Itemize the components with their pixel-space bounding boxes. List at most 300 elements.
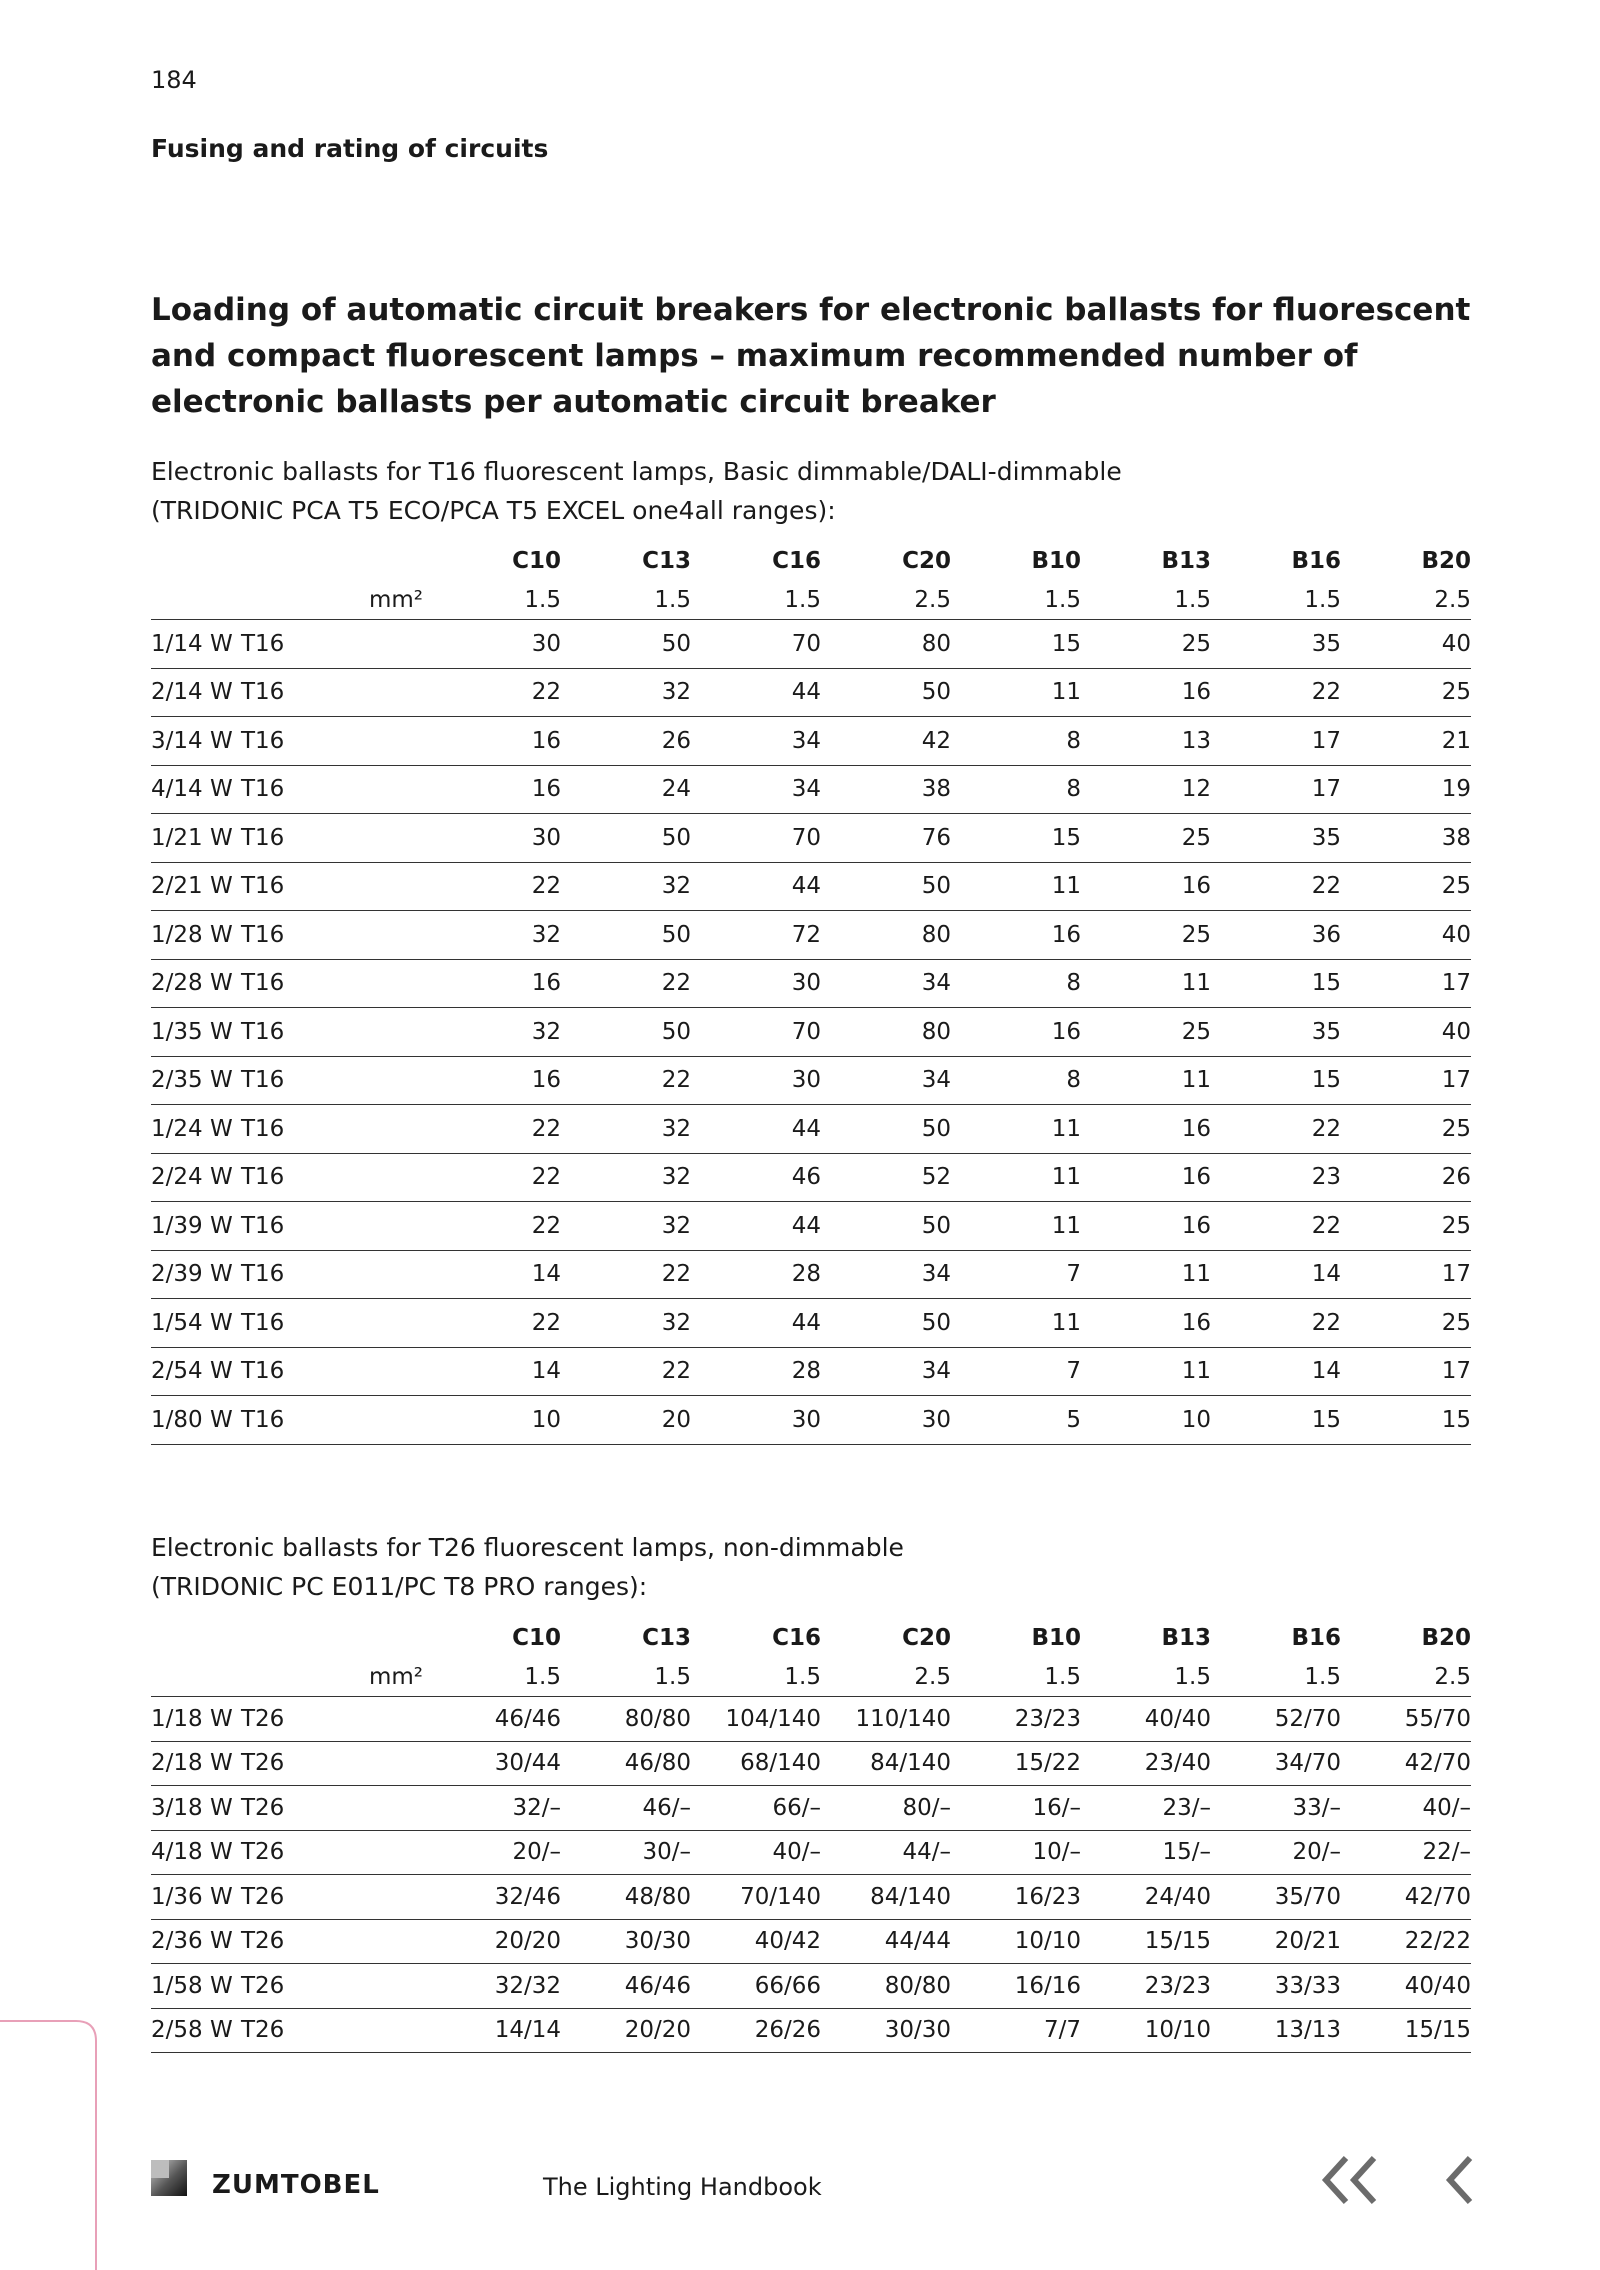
table-cell: 44	[691, 668, 821, 717]
table-cell: 42	[821, 717, 951, 766]
table-cell: 34	[821, 1347, 951, 1396]
table-cell: 50	[821, 862, 951, 911]
table-cell: 80	[821, 911, 951, 960]
table-cell: 52/70	[1211, 1697, 1341, 1742]
column-header: B10	[1031, 547, 1081, 574]
table-row	[151, 1964, 1471, 2009]
table-row	[151, 1299, 1471, 1348]
table-cell: 22/–	[1341, 1830, 1471, 1875]
table-cell: 14	[1211, 1347, 1341, 1396]
lamp-label-cell	[151, 1697, 431, 1742]
table-row	[151, 1786, 1471, 1831]
table-cell: 70	[691, 814, 821, 863]
table-cell: 30	[691, 959, 821, 1008]
lamp-label-cell	[151, 620, 431, 669]
table-cell: 22/22	[1341, 1919, 1471, 1964]
table-row	[151, 1830, 1471, 1875]
table-header-row	[151, 541, 1471, 580]
breaker-table-t16	[151, 541, 1471, 1445]
page-number: 184	[151, 66, 197, 94]
table-cell: 14	[431, 1347, 561, 1396]
table-cell: 50	[561, 814, 691, 863]
lamp-wattage: 2/36 W	[151, 1928, 233, 1955]
table-cell: 19	[1341, 765, 1471, 814]
table-cell: 34	[821, 1056, 951, 1105]
table-cell: 23/23	[1081, 1964, 1211, 2009]
zumtobel-logo-icon	[151, 2160, 187, 2196]
table-cell: 23/–	[1081, 1786, 1211, 1831]
table-cell: 32	[431, 911, 561, 960]
table-cell: 22	[561, 1347, 691, 1396]
table-cell: 25	[1081, 620, 1211, 669]
column-header: C10	[512, 1624, 561, 1651]
table-cell: 5	[951, 1396, 1081, 1445]
table-cell: 32	[561, 1202, 691, 1251]
cross-section-cell: 1.5	[951, 1657, 1081, 1697]
table-cell: 14/14	[431, 2008, 561, 2053]
table-cell: 17	[1211, 765, 1341, 814]
table-row	[151, 911, 1471, 960]
table-cell: 50	[561, 911, 691, 960]
table-cell: 55/70	[1341, 1697, 1471, 1742]
cross-section-cell: 1.5	[561, 580, 691, 620]
table-cell: 10/10	[1081, 2008, 1211, 2053]
table-cell: 22	[431, 1153, 561, 1202]
table-cell: 11	[951, 668, 1081, 717]
table-cell: 50	[821, 668, 951, 717]
table-cell: 8	[951, 717, 1081, 766]
lamp-label-cell	[151, 1741, 431, 1786]
table-cell: 80	[821, 1008, 951, 1057]
table-cell: 21	[1341, 717, 1471, 766]
table-cell: 30	[431, 814, 561, 863]
lamp-type: T16	[241, 1018, 285, 1045]
table-cell: 26	[1341, 1153, 1471, 1202]
cross-section-cell: 1.5	[1081, 1657, 1211, 1697]
table-cell: 84/140	[821, 1875, 951, 1920]
table-row	[151, 668, 1471, 717]
table-cell: 24/40	[1081, 1875, 1211, 1920]
table-row	[151, 1875, 1471, 1920]
lamp-label-cell	[151, 1347, 431, 1396]
table-cell: 11	[1081, 1250, 1211, 1299]
table-cell: 44/44	[821, 1919, 951, 1964]
column-header: B10	[1031, 1624, 1081, 1651]
lamp-label-cell	[151, 1396, 431, 1445]
table-cell: 20/20	[561, 2008, 691, 2053]
table-cell: 8	[951, 765, 1081, 814]
lamp-type: T16	[241, 1261, 285, 1288]
page-heading: Loading of automatic circuit breakers for electronic ballasts for fluorescent and compact fluorescent lamps – maximum recommended number of electronic ballasts per automatic circuit breaker	[151, 292, 1471, 420]
table-row	[151, 1697, 1471, 1742]
lamp-label-cell	[151, 959, 431, 1008]
table-cell: 42/70	[1341, 1741, 1471, 1786]
cross-section-cell: 2.5	[1341, 1657, 1471, 1697]
table-cell: 25	[1341, 1299, 1471, 1348]
table-cell: 32	[561, 1299, 691, 1348]
table-cell: 20	[561, 1396, 691, 1445]
table-cell: 46/46	[561, 1964, 691, 2009]
table-cell: 50	[821, 1202, 951, 1251]
table-cell: 22	[561, 1056, 691, 1105]
lamp-wattage: 2/14 W	[151, 679, 233, 706]
lamp-type: T16	[241, 679, 285, 706]
table-row	[151, 1008, 1471, 1057]
lamp-wattage: 2/39 W	[151, 1261, 233, 1288]
table-cell: 22	[1211, 1299, 1341, 1348]
table-cell: 35	[1211, 1008, 1341, 1057]
table-row	[151, 1396, 1471, 1445]
table-cell: 16	[1081, 1153, 1211, 1202]
table-cell: 23/23	[951, 1697, 1081, 1742]
lamp-wattage: 4/14 W	[151, 776, 233, 803]
table-row	[151, 717, 1471, 766]
cross-section-cell: 1.5	[691, 580, 821, 620]
double-chevron-left-icon[interactable]	[1318, 2152, 1380, 2208]
lamp-label-cell	[151, 1105, 431, 1154]
table-cell: 46	[691, 1153, 821, 1202]
table-row	[151, 862, 1471, 911]
table-cell: 15	[1341, 1396, 1471, 1445]
table-cell: 16	[431, 765, 561, 814]
table-cell: 40/40	[1081, 1697, 1211, 1742]
table-cell: 40/42	[691, 1919, 821, 1964]
lamp-wattage: 1/18 W	[151, 1705, 233, 1732]
table-cell: 22	[431, 1299, 561, 1348]
column-header: C20	[902, 1624, 951, 1651]
breaker-table-t26	[151, 1618, 1471, 2053]
table-cell: 70	[691, 620, 821, 669]
table-cell: 28	[691, 1347, 821, 1396]
lamp-type: T16	[241, 1212, 285, 1239]
table-cell: 70	[691, 1008, 821, 1057]
lamp-label-cell	[151, 911, 431, 960]
table-cell: 44	[691, 1299, 821, 1348]
table-cell: 30	[691, 1396, 821, 1445]
table-cell: 17	[1341, 1056, 1471, 1105]
table-cell: 25	[1341, 1105, 1471, 1154]
lamp-label-cell	[151, 1786, 431, 1831]
table-cell: 22	[431, 1202, 561, 1251]
table-cell: 32/46	[431, 1875, 561, 1920]
table-cell: 16	[951, 1008, 1081, 1057]
table-cell: 22	[431, 668, 561, 717]
lamp-type: T26	[241, 2017, 285, 2044]
table-row	[151, 1153, 1471, 1202]
cross-section-cell: 1.5	[1081, 580, 1211, 620]
lamp-label-cell	[151, 1250, 431, 1299]
table-cell: 23	[1211, 1153, 1341, 1202]
table-cell: 16	[1081, 862, 1211, 911]
table-cell: 16	[951, 911, 1081, 960]
table-cell: 22	[431, 862, 561, 911]
table-cell: 26/26	[691, 2008, 821, 2053]
table-cell: 22	[1211, 668, 1341, 717]
lamp-wattage: 1/36 W	[151, 1883, 233, 1910]
table-cell: 44	[691, 1105, 821, 1154]
table-cell: 34/70	[1211, 1741, 1341, 1786]
table-cell: 35/70	[1211, 1875, 1341, 1920]
table-cell: 30/30	[561, 1919, 691, 1964]
lamp-label-cell	[151, 1202, 431, 1251]
table-cell: 104/140	[691, 1697, 821, 1742]
table-cross-section-row	[151, 1657, 1471, 1697]
lamp-type: T16	[241, 1406, 285, 1433]
table-cell: 30	[691, 1056, 821, 1105]
table-cell: 23/40	[1081, 1741, 1211, 1786]
table-cell: 32	[561, 1105, 691, 1154]
cross-section-cell: 1.5	[431, 1657, 561, 1697]
lamp-type: T26	[241, 1839, 285, 1866]
table-row	[151, 814, 1471, 863]
table-cell: 25	[1081, 1008, 1211, 1057]
table-cell: 16/16	[951, 1964, 1081, 2009]
column-header: B16	[1291, 547, 1341, 574]
column-header: B20	[1421, 547, 1471, 574]
table-cell: 10	[1081, 1396, 1211, 1445]
cross-section-cell: 1.5	[1211, 580, 1341, 620]
table-cell: 17	[1341, 1347, 1471, 1396]
lamp-label-cell	[151, 1008, 431, 1057]
table-cell: 40/–	[691, 1830, 821, 1875]
table-cell: 30	[821, 1396, 951, 1445]
table-row	[151, 2008, 1471, 2053]
table-cell: 17	[1341, 1250, 1471, 1299]
table-cell: 32	[431, 1008, 561, 1057]
lamp-type: T26	[241, 1705, 285, 1732]
lamp-wattage: 3/14 W	[151, 727, 233, 754]
table-cell: 34	[691, 717, 821, 766]
lamp-wattage: 1/21 W	[151, 824, 233, 851]
table1-caption-line2: (TRIDONIC PCA T5 ECO/PCA T5 EXCEL one4all ranges):	[151, 496, 836, 525]
table-cell: 14	[1211, 1250, 1341, 1299]
column-header: C13	[642, 1624, 691, 1651]
table-cell: 40	[1341, 1008, 1471, 1057]
lamp-wattage: 2/28 W	[151, 970, 233, 997]
table-cell: 48/80	[561, 1875, 691, 1920]
table-cell: 34	[821, 959, 951, 1008]
table-row	[151, 620, 1471, 669]
table-cell: 84/140	[821, 1741, 951, 1786]
table-cell: 26	[561, 717, 691, 766]
lamp-label-cell	[151, 1919, 431, 1964]
table-cell: 32	[561, 1153, 691, 1202]
lamp-type: T16	[241, 1164, 285, 1191]
lamp-type: T16	[241, 970, 285, 997]
lamp-type: T16	[241, 776, 285, 803]
lamp-label-cell	[151, 1056, 431, 1105]
table-cell: 16	[431, 717, 561, 766]
table-row	[151, 1347, 1471, 1396]
table-cell: 68/140	[691, 1741, 821, 1786]
table-cell: 11	[951, 1153, 1081, 1202]
table-cell: 44	[691, 1202, 821, 1251]
chevron-left-icon[interactable]	[1440, 2152, 1476, 2208]
table-row	[151, 1056, 1471, 1105]
table-cell: 46/–	[561, 1786, 691, 1831]
table-cell: 22	[1211, 1105, 1341, 1154]
table-cell: 17	[1341, 959, 1471, 1008]
table-cell: 11	[1081, 1056, 1211, 1105]
lamp-wattage: 1/80 W	[151, 1406, 233, 1433]
table-cell: 11	[951, 1105, 1081, 1154]
lamp-type: T16	[241, 727, 285, 754]
lamp-label-cell	[151, 814, 431, 863]
table-cell: 35	[1211, 814, 1341, 863]
table-cell: 50	[821, 1105, 951, 1154]
table-cell: 20/–	[431, 1830, 561, 1875]
table-cell: 11	[1081, 1347, 1211, 1396]
table-cell: 38	[821, 765, 951, 814]
table-cell: 15/15	[1081, 1919, 1211, 1964]
lamp-label-cell	[151, 1830, 431, 1875]
unit-label: mm²	[151, 1657, 431, 1697]
table-cell: 7	[951, 1250, 1081, 1299]
cross-section-cell: 1.5	[561, 1657, 691, 1697]
table2-caption	[151, 1528, 904, 1606]
table-cell: 76	[821, 814, 951, 863]
lamp-type: T26	[241, 1750, 285, 1777]
table-cell: 38	[1341, 814, 1471, 863]
lamp-label-cell	[151, 1299, 431, 1348]
table-cell: 11	[951, 862, 1081, 911]
table-cell: 20/21	[1211, 1919, 1341, 1964]
table-cell: 46/46	[431, 1697, 561, 1742]
table-cell: 66/66	[691, 1964, 821, 2009]
table-cross-section-row	[151, 580, 1471, 620]
table-cell: 22	[1211, 1202, 1341, 1251]
table-cell: 50	[561, 620, 691, 669]
table-cell: 11	[951, 1202, 1081, 1251]
cross-section-cell: 2.5	[821, 580, 951, 620]
table-cell: 10/10	[951, 1919, 1081, 1964]
table2-caption-line2: (TRIDONIC PC E011/PC T8 PRO ranges):	[151, 1572, 648, 1601]
table-cell: 34	[691, 765, 821, 814]
cross-section-cell: 1.5	[951, 580, 1081, 620]
table-cell: 32/32	[431, 1964, 561, 2009]
cross-section-cell: 2.5	[1341, 580, 1471, 620]
table-cell: 34	[821, 1250, 951, 1299]
table-cell: 40/–	[1341, 1786, 1471, 1831]
table-cell: 16/–	[951, 1786, 1081, 1831]
table-cell: 16	[431, 1056, 561, 1105]
column-header: B16	[1291, 1624, 1341, 1651]
table-cell: 22	[561, 959, 691, 1008]
table-cell: 20/–	[1211, 1830, 1341, 1875]
table-cell: 32	[561, 668, 691, 717]
table-cell: 8	[951, 959, 1081, 1008]
lamp-type: T16	[241, 824, 285, 851]
table-cell: 72	[691, 911, 821, 960]
lamp-type: T16	[241, 1067, 285, 1094]
table-cell: 33/33	[1211, 1964, 1341, 2009]
column-header: C13	[642, 547, 691, 574]
lamp-wattage: 2/35 W	[151, 1067, 233, 1094]
table-cell: 15/15	[1341, 2008, 1471, 2053]
table-cell: 16	[431, 959, 561, 1008]
table-cell: 15/22	[951, 1741, 1081, 1786]
table-cell: 7/7	[951, 2008, 1081, 2053]
table-row	[151, 1919, 1471, 1964]
table-cell: 16/23	[951, 1875, 1081, 1920]
column-header: C16	[772, 1624, 821, 1651]
table-cell: 80/80	[821, 1964, 951, 2009]
lamp-type: T16	[241, 873, 285, 900]
table-row	[151, 1202, 1471, 1251]
table-cell: 20/20	[431, 1919, 561, 1964]
table-cell: 16	[1081, 1299, 1211, 1348]
table-cell: 17	[1211, 717, 1341, 766]
table1-caption-line1: Electronic ballasts for T16 fluorescent lamps, Basic dimmable/DALI-dimmable	[151, 457, 1122, 486]
lamp-wattage: 1/39 W	[151, 1212, 233, 1239]
table-cell: 13/13	[1211, 2008, 1341, 2053]
unit-label: mm²	[151, 580, 431, 620]
table-cell: 46/80	[561, 1741, 691, 1786]
table-cell: 40	[1341, 911, 1471, 960]
lamp-type: T26	[241, 1972, 285, 1999]
page-edge-tab	[0, 2020, 100, 2270]
table-row	[151, 959, 1471, 1008]
lamp-wattage: 1/24 W	[151, 1115, 233, 1142]
table-cell: 32/–	[431, 1786, 561, 1831]
lamp-wattage: 2/21 W	[151, 873, 233, 900]
brand-name: ZUMTOBEL	[212, 2170, 380, 2200]
lamp-wattage: 1/58 W	[151, 1972, 233, 1999]
table-cell: 12	[1081, 765, 1211, 814]
lamp-wattage: 3/18 W	[151, 1794, 233, 1821]
table-cell: 15	[951, 814, 1081, 863]
table-cell: 28	[691, 1250, 821, 1299]
lamp-type: T26	[241, 1794, 285, 1821]
table-cell: 36	[1211, 911, 1341, 960]
lamp-label-cell	[151, 862, 431, 911]
column-header: B13	[1161, 547, 1211, 574]
table-cell: 30	[431, 620, 561, 669]
lamp-wattage: 1/28 W	[151, 921, 233, 948]
lamp-wattage: 1/14 W	[151, 630, 233, 657]
table-cell: 22	[431, 1105, 561, 1154]
table-row	[151, 1250, 1471, 1299]
table-cell: 16	[1081, 1202, 1211, 1251]
lamp-type: T16	[241, 1115, 285, 1142]
lamp-wattage: 1/35 W	[151, 1018, 233, 1045]
lamp-type: T26	[241, 1928, 285, 1955]
lamp-wattage: 2/24 W	[151, 1164, 233, 1191]
table-cell: 66/–	[691, 1786, 821, 1831]
lamp-wattage: 2/18 W	[151, 1750, 233, 1777]
lamp-label-cell	[151, 1153, 431, 1202]
table-cell: 10/–	[951, 1830, 1081, 1875]
table-cell: 33/–	[1211, 1786, 1341, 1831]
table-cell: 32	[561, 862, 691, 911]
table-cell: 42/70	[1341, 1875, 1471, 1920]
cross-section-cell: 2.5	[821, 1657, 951, 1697]
table-cell: 24	[561, 765, 691, 814]
table-cell: 14	[431, 1250, 561, 1299]
lamp-type: T16	[241, 921, 285, 948]
table-cell: 16	[1081, 668, 1211, 717]
table-cell: 40	[1341, 620, 1471, 669]
footer-book-title: The Lighting Handbook	[543, 2173, 822, 2201]
table-cell: 30/–	[561, 1830, 691, 1875]
table2-caption-line1: Electronic ballasts for T26 fluorescent lamps, non-dimmable	[151, 1533, 904, 1562]
lamp-type: T16	[241, 630, 285, 657]
column-header: C10	[512, 547, 561, 574]
table-cell: 15/–	[1081, 1830, 1211, 1875]
table-cell: 80	[821, 620, 951, 669]
lamp-type: T16	[241, 1358, 285, 1385]
table-cell: 15	[1211, 959, 1341, 1008]
